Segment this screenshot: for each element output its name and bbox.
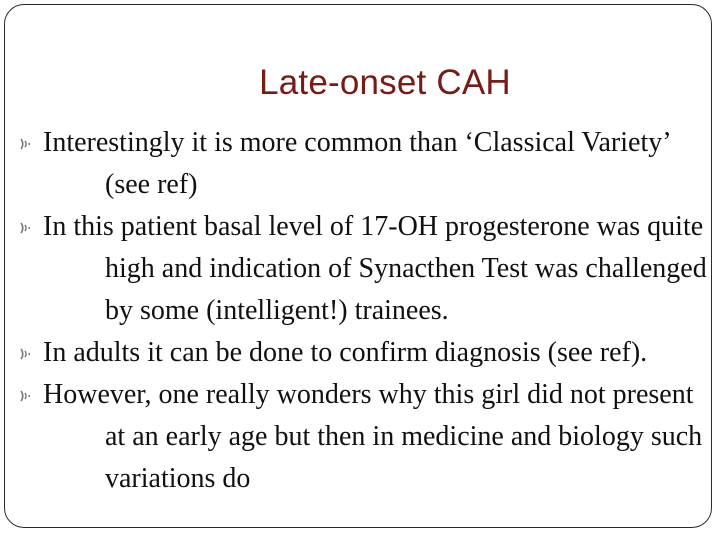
slide-title: Late-onset CAH <box>259 63 511 102</box>
bullet-list <box>19 122 709 500</box>
bullet-item <box>19 206 709 332</box>
bullet-text: However, one really wonders why this girl did not present at an early age but then in medicine and biology such variations do <box>43 379 703 494</box>
bullet-item <box>19 374 709 500</box>
wifi-signal-icon <box>19 135 37 151</box>
wifi-signal-icon <box>19 345 37 361</box>
bullet-text: In adults it can be done to confirm diagnosis (see ref). <box>43 337 648 368</box>
bullet-item <box>19 122 709 206</box>
wifi-signal-icon <box>19 387 37 403</box>
bullet-text: Interestingly it is more common than ‘Classical Variety’ (see ref) <box>43 127 670 200</box>
bullet-text: In this patient basal level of 17-OH progesterone was quite high and indication of Synacthen Test was challenged by some (intelligent!) trainees. <box>43 211 707 326</box>
slide-frame <box>4 4 712 528</box>
wifi-signal-icon <box>19 219 37 235</box>
bullet-item <box>19 332 709 374</box>
